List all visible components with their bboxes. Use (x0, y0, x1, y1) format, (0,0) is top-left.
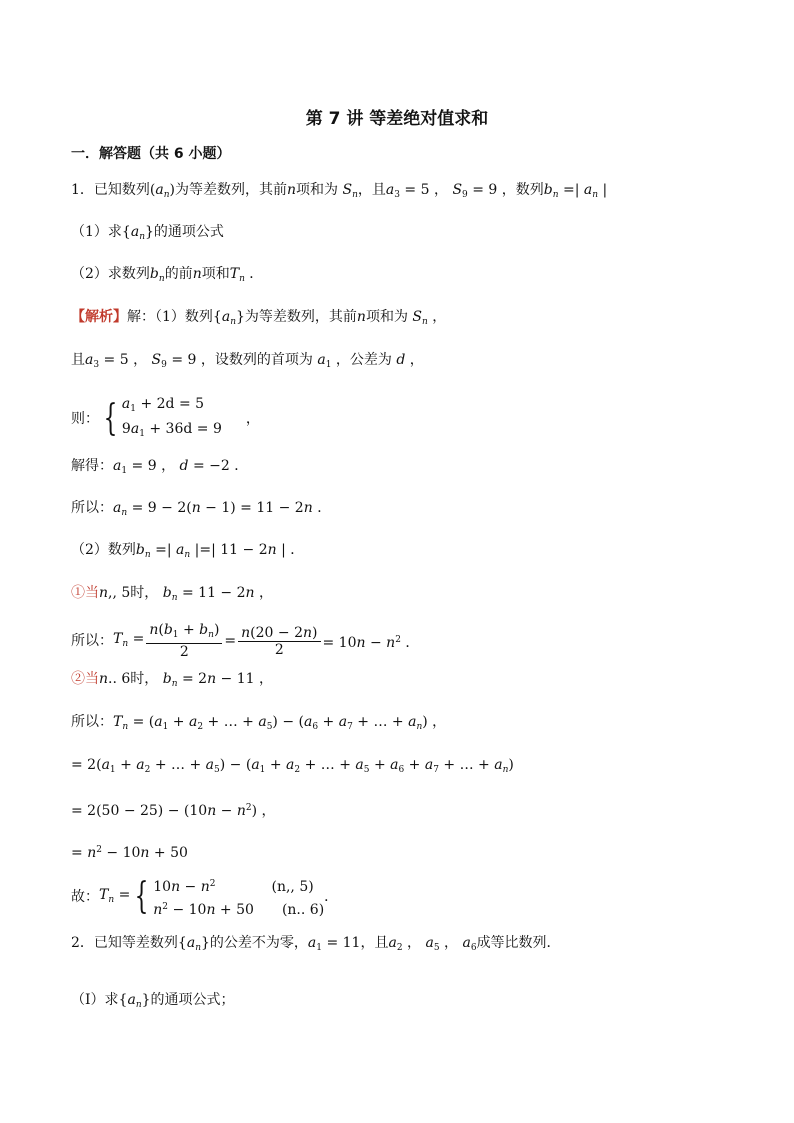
solution-case-2-step-2: = $2(50 - 25) - (10n - n^2)$ ， (71, 803, 276, 819)
question-1-part-1: （1）求$\{a_n\}$的通项公式 (71, 224, 224, 242)
question-2-part-1: （Ⅰ）求$\{a_n\}$的通项公式； (71, 992, 235, 1010)
question-2-stem: 2．已知等差数列$\{a_n\}$的公差不为零，$a_1 = 11$，且$a_2$ ， $a_5$ ， $a_6$成等比数列． (71, 935, 561, 953)
solution-case-1: ①当n,, 5时， $b_n = 11 - 2n$ ， (71, 585, 273, 603)
solution-case-1-sum: 所以：$T_n$ = $\frac{n(b_1 + b_n)}{2}$ = $\frac{n(20 - 2n)}{2}$ = $10n - n^2$ ． (71, 622, 420, 660)
solution-conclusion: 故：$T_n$ = { $10n - n^2$ (n,, 5) $n^2 - 10n + 50$ (n.. 6) ． (71, 876, 339, 918)
page-title: 第 7 讲 等差绝对值求和 (305, 109, 489, 129)
question-1-part-2: （2）求数列$b_n$的前n项和$T_n$ ． (71, 266, 264, 284)
solution-solve: 解得：$a_1 = 9$ ， d = −2 ． (71, 458, 249, 476)
solution-line-1: 【解析】解：（1）数列$\{a_n\}$为等差数列，其前n项和为 $S_n$ ， (71, 309, 447, 327)
solution-system: 则： { $a_1 + 2d = 5$ $9a_1 + 36d = 9$ ， (71, 396, 260, 439)
question-1-stem: 1．已知数列$(a_n)$为等差数列，其前n项和为 $S_n$，且$a_3 = 5$ ， $S_9 = 9$ ，数列$b_n$ =| $a_n$ | (71, 182, 608, 200)
solution-label: 【解析】 (71, 309, 127, 325)
solution-case-2-sum: 所以：$T_n = (a_1 + a_2$ + … + $a_5) - (a_6 + a_7$ + … + $a_n$) ， (71, 714, 447, 732)
solution-part-2-intro: （2）数列$b_n$ =| $a_n$ |=| 11 − 2n | ． (71, 542, 305, 560)
solution-case-2-step-3: = $n^2 - 10n + 50$ (71, 845, 188, 861)
section-heading: 一．解答题（共 6 小题） (71, 146, 231, 162)
solution-general-term: 所以：$a_n = 9 - 2(n - 1) = 11 - 2n$ ． (71, 500, 332, 518)
solution-case-2: ②当n.. 6时， $b_n = 2n - 11$ ， (71, 671, 274, 689)
solution-line-2: 且$a_3 = 5$ ， $S_9 = 9$ ，设数列的首项为 $a_1$ ，公差为 d ， (71, 352, 424, 370)
solution-case-2-step-1: = $2(a_1 + a_2$ + … + $a_5) - (a_1 + a_2$ + … + $a_5 + a_6 + a_7$ + … + $a_n$) (71, 757, 514, 775)
